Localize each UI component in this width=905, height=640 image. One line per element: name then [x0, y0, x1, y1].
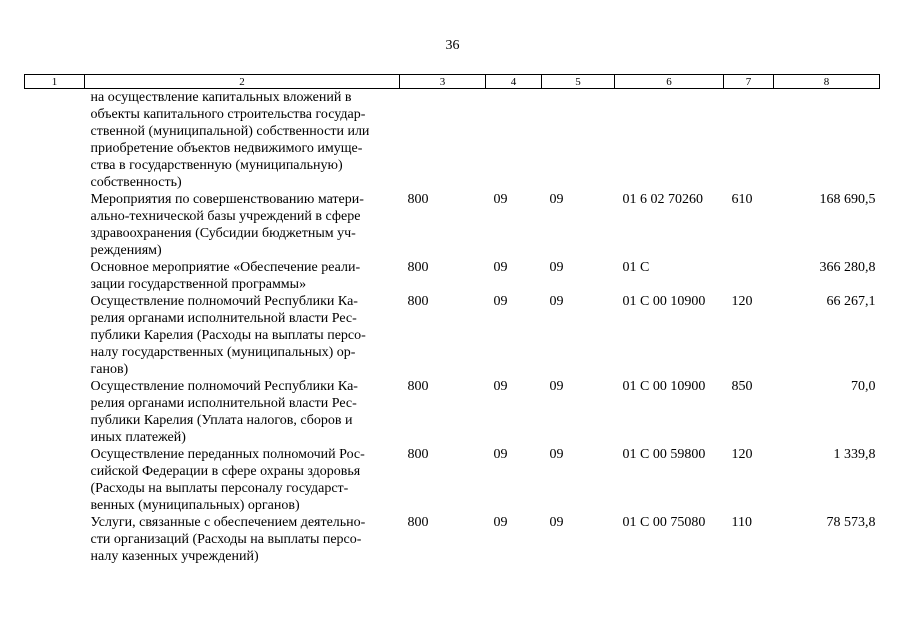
table-row [25, 446, 880, 514]
cell-subsection: 09 [549, 294, 564, 309]
header-row [25, 75, 880, 89]
table-row [25, 378, 880, 446]
cell-amount: 78 573,8 [826, 515, 876, 530]
cell-target: 01 С 00 10900 [622, 294, 706, 309]
cell-target: 01 С 00 75080 [622, 515, 706, 530]
cell-ministry: 800 [407, 260, 429, 275]
cell-expense-type [724, 259, 774, 293]
table-row [25, 514, 880, 565]
column-header-5: 5 [542, 75, 615, 89]
cell-blank [25, 259, 85, 293]
cell-target: 01 С 00 10900 [622, 379, 706, 394]
cell-name: Мероприятия по совершенствованию матери- ально-технической базы учреждений в сфере здравоохранения (Субсидии бюджетным уч- реждениям) [90, 192, 364, 258]
cell-target: 01 С 00 59800 [622, 447, 706, 462]
cell-name: Осуществление переданных полномочий Рос- сийской Федерации в сфере охраны здоровья (Расходы на выплаты персоналу государст- венных (муниципальных) органов) [90, 447, 365, 513]
cell-subsection: 09 [549, 379, 564, 394]
cell-ministry: 800 [407, 447, 429, 462]
cell-expense-type: 120 [731, 447, 753, 462]
cell-expense-type: 120 [731, 294, 753, 309]
table-row [25, 293, 880, 378]
cell-amount: 66 267,1 [826, 294, 876, 309]
cell-amount: 366 280,8 [819, 260, 876, 275]
cell-blank [25, 446, 85, 514]
cell-name: Осуществление полномочий Республики Ка- релия органами исполнительной власти Рес- публики Карелия (Расходы на выплаты персо- налу государственных (муниципальных) ор- ганов) [90, 294, 366, 377]
cell-target: 01 С [622, 260, 650, 275]
column-header-4: 4 [486, 75, 542, 89]
cell-blank [25, 89, 85, 192]
column-header-6: 6 [615, 75, 724, 89]
cell-amount [774, 89, 880, 192]
cell-subsection: 09 [549, 515, 564, 530]
cell-amount: 70,0 [851, 379, 876, 394]
cell-target [615, 89, 724, 192]
cell-section: 09 [493, 447, 508, 462]
table-body [25, 89, 880, 566]
cell-section: 09 [493, 379, 508, 394]
table-row [25, 259, 880, 293]
column-header-3: 3 [400, 75, 486, 89]
cell-expense-type: 850 [731, 379, 753, 394]
cell-section: 09 [493, 260, 508, 275]
cell-blank [25, 514, 85, 565]
cell-subsection: 09 [549, 447, 564, 462]
cell-blank [25, 191, 85, 259]
page-number: 36 [445, 38, 460, 53]
cell-expense-type [724, 89, 774, 192]
budget-table [24, 74, 880, 565]
cell-amount: 1 339,8 [833, 447, 876, 462]
cell-blank [25, 293, 85, 378]
cell-section: 09 [493, 294, 508, 309]
cell-ministry: 800 [407, 515, 429, 530]
cell-name: Осуществление полномочий Республики Ка- релия органами исполнительной власти Рес- публики Карелия (Уплата налогов, сборов и иных платежей) [90, 379, 358, 445]
table-row [25, 191, 880, 259]
column-header-2: 2 [85, 75, 400, 89]
cell-expense-type: 610 [731, 192, 753, 207]
cell-section [486, 89, 542, 192]
table-row [25, 89, 880, 192]
table-header [25, 75, 880, 89]
cell-subsection: 09 [549, 260, 564, 275]
column-header-7: 7 [724, 75, 774, 89]
cell-ministry: 800 [407, 379, 429, 394]
cell-section: 09 [493, 192, 508, 207]
cell-ministry: 800 [407, 192, 429, 207]
cell-name: Основное мероприятие «Обеспечение реали- зации государственной программы» [90, 260, 361, 292]
cell-subsection [542, 89, 615, 192]
cell-blank [25, 378, 85, 446]
cell-ministry [400, 89, 486, 192]
cell-subsection: 09 [549, 192, 564, 207]
cell-expense-type: 110 [731, 515, 752, 530]
cell-ministry: 800 [407, 294, 429, 309]
cell-name: на осуществление капитальных вложений в объекты капитального строительства государ- ственной (муниципальной) собственности или приобретение объектов недвижимого имуще- ства в государственную (муниципальную) собственность) [90, 90, 370, 190]
cell-target: 01 6 02 70260 [622, 192, 703, 207]
cell-section: 09 [493, 515, 508, 530]
cell-amount: 168 690,5 [819, 192, 876, 207]
cell-name: Услуги, связанные с обеспечением деятельно- сти организаций (Расходы на выплаты персо- налу казенных учреждений) [90, 515, 366, 564]
column-header-1: 1 [25, 75, 85, 89]
column-header-8: 8 [774, 75, 880, 89]
